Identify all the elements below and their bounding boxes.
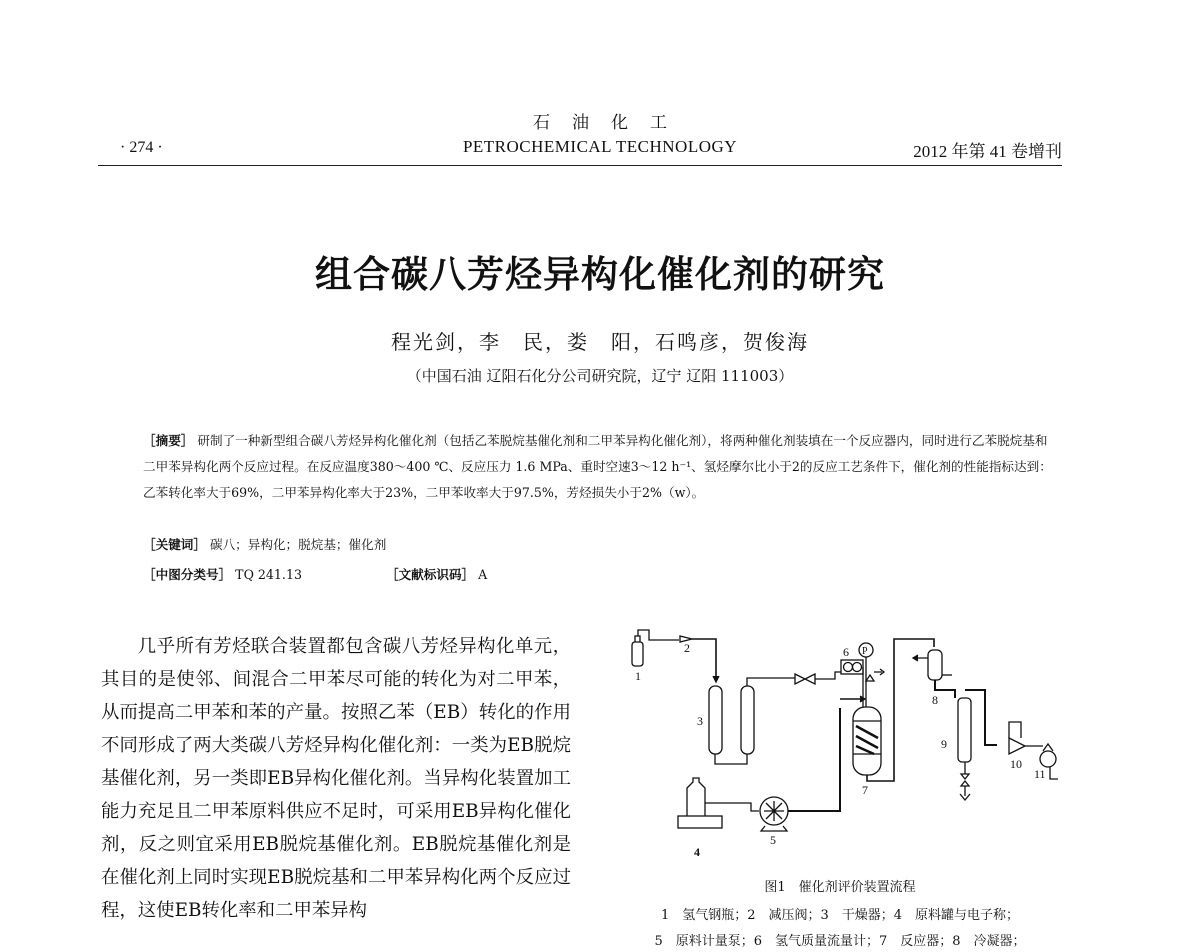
safety-valve-icon <box>866 669 884 681</box>
abstract <box>143 428 1058 506</box>
article-title: 组合碳八芳烃异构化催化剂的研究 <box>315 253 885 296</box>
journal-name-en: PETROCHEMICAL TECHNOLOGY <box>462 137 738 156</box>
dryer-columns-icon <box>709 678 795 764</box>
clc-value: TQ 241.13 <box>235 567 302 582</box>
svg-text:7: 7 <box>862 783 868 797</box>
issue-info: 2012 年第 41 卷增刊 <box>913 142 1062 161</box>
authors: 程光剑，李 民，娄 阳，石鸣彦，贺俊海 <box>391 330 809 354</box>
svg-text:11: 11 <box>1034 767 1046 781</box>
abstract-label: ［摘要］ <box>143 433 194 448</box>
page-number: · 274 · <box>120 139 163 156</box>
abstract-text: 研制了一种新型组合碳八芳烃异构化催化剂（包括乙苯脱烷基催化剂和二甲苯异构化催化剂），将两种催化剂装填在一个反应器内，同时进行乙苯脱烷基和二甲苯异构化两个反应过程。在反应温度380～400 ℃、反应压力 1.6 MPa、重时空速3～12 h⁻¹、氢烃摩尔比小于2的反应工艺条件下，催化剂的性能指标达到：乙苯转化率大于69%，二甲苯异构化率大于23%，二甲苯收率大于97.5%，芳烃损失小于2%（w）。 <box>143 433 1052 500</box>
journal-name-cn: 石油化工 <box>533 113 689 133</box>
clc-label: ［中图分类号］ <box>143 567 232 582</box>
back-pressure-regulator-icon <box>1009 722 1043 754</box>
figure-caption: 图1 催化剂评价装置流程 <box>764 880 916 895</box>
svg-text:2: 2 <box>684 641 690 655</box>
process-flow-diagram <box>620 620 1060 870</box>
svg-text:1: 1 <box>635 669 641 683</box>
doc-code-value: A <box>478 567 488 582</box>
hydrogen-cylinder-icon <box>632 630 679 666</box>
svg-text:P: P <box>862 646 868 657</box>
doc-code-label: ［文献标识码］ <box>385 567 475 582</box>
affiliation: （中国石油 辽阳石化分公司研究院，辽宁 辽阳 111003） <box>406 367 794 385</box>
svg-text:6: 6 <box>843 645 849 659</box>
metering-pump-icon <box>760 708 840 831</box>
body-text-column <box>101 630 571 927</box>
figure-legend-line-2: 5 原料计量泵；6 氢气质量流量计；7 反应器；8 冷凝器； <box>654 934 1026 949</box>
svg-text:10: 10 <box>1010 757 1022 771</box>
svg-text:4: 4 <box>694 845 700 859</box>
keywords-text: 碳八；异构化；脱烷基；催化剂 <box>209 537 387 552</box>
svg-text:3: 3 <box>697 714 703 728</box>
separator-icon <box>958 690 997 800</box>
header-rule <box>98 165 1062 166</box>
mass-flow-meter-icon <box>841 660 863 674</box>
body-paragraph: 几乎所有芳烃联合装置都包含碳八芳烃异构化单元，其目的是使邻、间混合二甲苯尽可能的转化为对二甲苯，从而提高二甲苯和苯的产量。按照乙苯（EB）转化的作用不同形成了两大类碳八芳烃异构化催化剂：一类为EB脱烷基催化剂，另一类即EB异构化催化剂。当异构化装置加工能力充足且二甲苯原料供应不足时，可采用EB异构化催化剂，反之则宜采用EB脱烷基催化剂。EB脱烷基催化剂是在催化剂上同时实现EB脱烷基和二甲苯异构化两个反应过程，这使EB转化率和二甲苯异构 <box>101 636 571 921</box>
valve-icon <box>795 672 841 684</box>
svg-text:5: 5 <box>770 833 776 847</box>
condenser-icon <box>913 650 955 698</box>
figure-legend-line-1: 1 氢气钢瓶；2 减压阀；3 干燥器；4 原料罐与电子称； <box>660 908 1020 923</box>
svg-text:8: 8 <box>932 693 938 707</box>
keywords <box>143 534 386 553</box>
classification <box>143 564 487 583</box>
svg-text:9: 9 <box>941 737 947 751</box>
feed-tank-scale-icon <box>678 778 759 828</box>
keywords-label: ［关键词］ <box>143 537 206 552</box>
